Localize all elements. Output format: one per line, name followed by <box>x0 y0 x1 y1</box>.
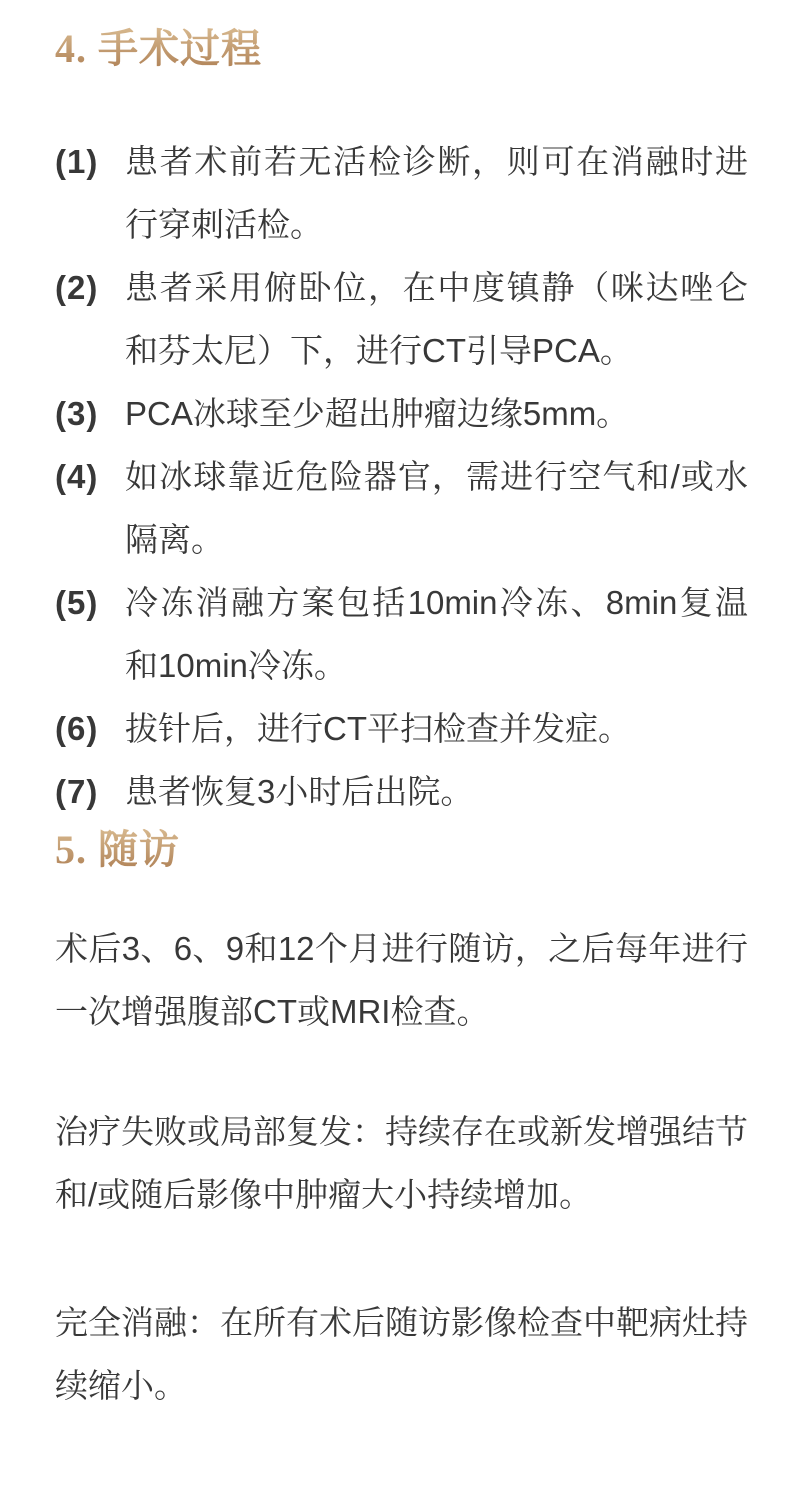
step-7-text: 患者恢复3小时后出院。 <box>125 773 474 810</box>
procedure-step-3 <box>55 382 748 445</box>
step-7-marker: (7) <box>55 773 99 810</box>
step-2-text: 患者采用俯卧位，在中度镇静（咪达唑仑和芬太尼）下，进行CT引导PCA。 <box>125 269 748 369</box>
step-4-marker: (4) <box>55 458 99 495</box>
procedure-step-2 <box>55 256 748 382</box>
section-heading-surgical-procedure: 4. 手术过程 <box>55 22 748 76</box>
step-1-marker: (1) <box>55 143 99 180</box>
procedure-step-7 <box>55 760 748 823</box>
step-5-marker: (5) <box>55 584 99 621</box>
step-1-text: 患者术前若无活检诊断，则可在消融时进行穿刺活检。 <box>125 143 748 243</box>
procedure-step-1 <box>55 130 748 256</box>
procedure-step-6 <box>55 697 748 760</box>
treatment-failure-definition-paragraph: 治疗失败或局部复发：持续存在或新发增强结节和/或随后影像中肿瘤大小持续增加。 <box>55 1113 748 1213</box>
step-3-marker: (3) <box>55 395 99 432</box>
step-6-marker: (6) <box>55 710 99 747</box>
step-6-text: 拔针后，进行CT平扫检查并发症。 <box>125 710 631 747</box>
step-5-text: 冷冻消融方案包括10min冷冻、8min复温和10min冷冻。 <box>125 584 748 684</box>
followup-schedule-paragraph: 术后3、6、9和12个月进行随访，之后每年进行一次增强腹部CT或MRI检查。 <box>55 930 748 1030</box>
step-3-text: PCA冰球至少超出肿瘤边缘5mm。 <box>125 395 630 432</box>
section-heading-followup: 5. 随访 <box>55 823 748 877</box>
procedure-step-5 <box>55 571 748 697</box>
step-2-marker: (2) <box>55 269 99 306</box>
step-4-text: 如冰球靠近危险器官，需进行空气和/或水隔离。 <box>125 458 748 558</box>
procedure-step-4 <box>55 445 748 571</box>
complete-ablation-definition-paragraph: 完全消融：在所有术后随访影像检查中靶病灶持续缩小。 <box>55 1304 748 1404</box>
procedure-step-list <box>55 130 748 823</box>
